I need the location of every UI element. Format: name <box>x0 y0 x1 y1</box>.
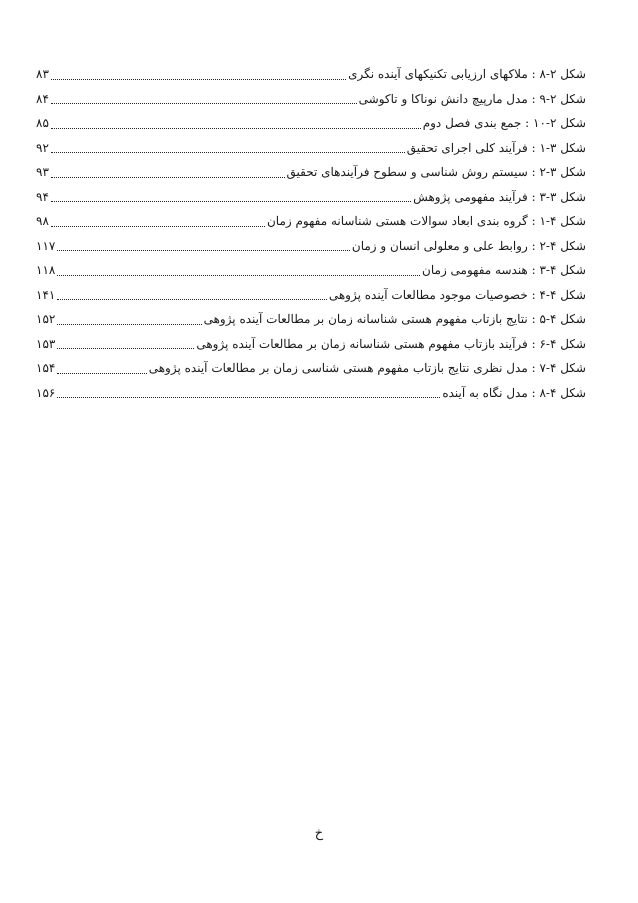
toc-entry <box>36 62 586 87</box>
toc-entry <box>36 381 586 406</box>
toc-entry <box>36 111 586 136</box>
toc-entry-title: شکل ۳-۳ : فرآیند مفهومی پژوهش <box>413 189 586 204</box>
toc-entry-page: ۸۴ <box>36 91 49 106</box>
toc-dot-leader <box>51 201 411 202</box>
toc-entry <box>36 160 586 185</box>
toc-dot-leader <box>51 226 265 227</box>
toc-entry-page: ۹۲ <box>36 140 49 155</box>
toc-entry <box>36 209 586 234</box>
toc-dot-leader <box>57 299 326 300</box>
toc-dot-leader <box>57 397 440 398</box>
toc-entry-page: ۱۱۷ <box>36 238 56 253</box>
toc-entry-title: شکل ۴-۱ : گروه بندی ابعاد سوالات هستی شناسانه مفهوم زمان <box>266 214 586 228</box>
toc-entry <box>36 332 586 357</box>
toc-entry-title: شکل ۴-۸ : مدل نگاه به آینده <box>442 385 586 400</box>
toc-entry-page: ۱۵۳ <box>36 336 56 351</box>
toc-entry-page: ۱۴۱ <box>36 287 56 302</box>
toc-entry <box>36 258 586 283</box>
toc-dot-leader <box>57 348 194 349</box>
toc-entry-title: شکل ۴-۵ : نتایج بازتاب مفهوم هستی شناسانه زمان بر مطالعات آینده پژوهی <box>203 312 586 326</box>
toc-entry-page: ۹۸ <box>36 214 49 228</box>
list-of-figures <box>36 62 586 405</box>
toc-dot-leader <box>51 152 405 153</box>
toc-entry <box>36 283 586 308</box>
toc-entry <box>36 356 586 381</box>
toc-dot-leader <box>57 275 420 276</box>
toc-dot-leader <box>51 128 421 129</box>
toc-entry-page: ۹۳ <box>36 165 49 179</box>
toc-entry-title: شکل ۲-۹ : مدل مارپیچ دانش نوناکا و تاکوشی <box>358 91 586 106</box>
toc-entry <box>36 87 586 112</box>
toc-entry-title: شکل ۴-۲ : روابط علی و معلولی انسان و زمان <box>351 238 586 253</box>
toc-entry <box>36 234 586 259</box>
toc-dot-leader <box>57 373 146 374</box>
toc-dot-leader <box>51 103 357 104</box>
toc-entry <box>36 136 586 161</box>
toc-entry-page: ۱۵۲ <box>36 312 56 326</box>
toc-entry-title: شکل ۴-۳ : هندسه مفهومی زمان <box>422 263 586 277</box>
toc-entry-page: ۱۵۶ <box>36 385 56 400</box>
toc-entry <box>36 185 586 210</box>
toc-entry-page: ۹۴ <box>36 189 49 204</box>
toc-entry-title: شکل ۴-۷ : مدل نظری نتایج بازتاب مفهوم هستی شناسی زمان بر مطالعات آینده پژوهی <box>148 361 586 375</box>
toc-dot-leader <box>57 324 201 325</box>
toc-entry-title: شکل ۴-۴ : خصوصیات موجود مطالعات آینده پژوهی <box>328 287 586 302</box>
toc-entry-page: ۱۵۴ <box>36 361 56 375</box>
toc-entry-title: شکل ۲-۱۰ : جمع بندی فصل دوم <box>422 116 586 130</box>
toc-entry-page: ۸۵ <box>36 116 49 130</box>
toc-dot-leader <box>57 250 350 251</box>
toc-entry-title: شکل ۴-۶ : فرآیند بازتاب مفهوم هستی شناسانه زمان بر مطالعات آینده پژوهی <box>196 336 586 351</box>
toc-entry-title: شکل ۳-۲ : سیستم روش شناسی و سطوح فرآیندهای تحقیق <box>286 165 586 179</box>
page-number: خ <box>314 826 324 841</box>
toc-dot-leader <box>51 177 285 178</box>
toc-entry-title: شکل ۲-۸ : ملاکهای ارزیابی تکنیکهای آینده نگری <box>348 67 586 81</box>
toc-dot-leader <box>51 79 346 80</box>
toc-entry-page: ۸۳ <box>36 67 49 81</box>
toc-entry-page: ۱۱۸ <box>36 263 56 277</box>
toc-entry <box>36 307 586 332</box>
toc-entry-title: شکل ۳-۱ : فرآیند کلی اجرای تحقیق <box>406 140 586 155</box>
